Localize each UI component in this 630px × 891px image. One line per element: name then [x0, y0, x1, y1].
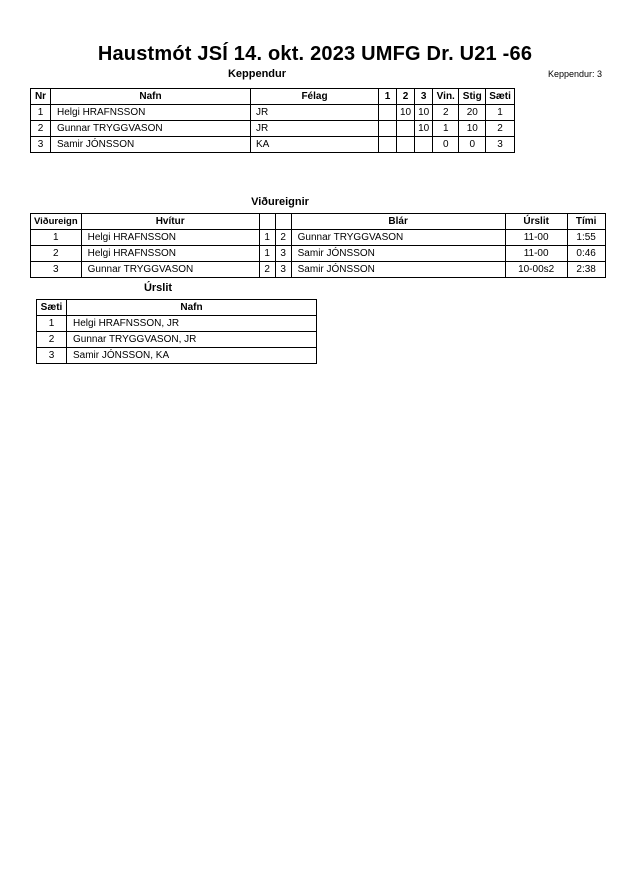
cell-white: Gunnar TRYGGVASON [81, 262, 259, 278]
cell-name: Samir JÓNSSON, KA [67, 348, 317, 364]
cell-place: 1 [486, 105, 515, 121]
col-header-points: Stig [459, 89, 486, 105]
col-header-nr: Nr [31, 89, 51, 105]
cell-round-2: 10 [397, 105, 415, 121]
cell-round-2 [397, 137, 415, 153]
cell-time: 2:38 [567, 262, 605, 278]
cell-place: 3 [486, 137, 515, 153]
cell-wins: 0 [433, 137, 459, 153]
cell-time: 0:46 [567, 246, 605, 262]
entrants-count: Keppendur: 3 [547, 69, 602, 79]
cell-place: 1 [37, 316, 67, 332]
col-header-result: Úrslit [505, 214, 567, 230]
cell-club: KA [251, 137, 379, 153]
col-header-blue-nr [275, 214, 291, 230]
col-header-match-nr: Viðureign [31, 214, 82, 230]
table-row [31, 137, 515, 153]
table-row [31, 230, 606, 246]
table-row [31, 121, 515, 137]
cell-points: 20 [459, 105, 486, 121]
cell-name: Helgi HRAFNSSON, JR [67, 316, 317, 332]
col-header-name: Nafn [51, 89, 251, 105]
col-header-white: Hvítur [81, 214, 259, 230]
cell-result: 11-00 [505, 230, 567, 246]
cell-result: 11-00 [505, 246, 567, 262]
cell-name: Helgi HRAFNSSON [51, 105, 251, 121]
cell-time: 1:55 [567, 230, 605, 246]
col-header-place: Sæti [37, 300, 67, 316]
cell-white: Helgi HRAFNSSON [81, 230, 259, 246]
cell-blue: Gunnar TRYGGVASON [291, 230, 505, 246]
final-results-table [36, 299, 317, 364]
cell-round-2 [397, 121, 415, 137]
cell-nr: 1 [31, 105, 51, 121]
cell-wins: 1 [433, 121, 459, 137]
table-row [37, 316, 317, 332]
cell-round-1 [379, 121, 397, 137]
cell-round-1 [379, 105, 397, 121]
cell-match-nr: 3 [31, 262, 82, 278]
cell-blue: Samir JÓNSSON [291, 246, 505, 262]
matches-table [30, 213, 606, 278]
cell-place: 2 [37, 332, 67, 348]
cell-name: Gunnar TRYGGVASON, JR [67, 332, 317, 348]
cell-club: JR [251, 105, 379, 121]
table-row [31, 105, 515, 121]
cell-white-nr: 1 [259, 246, 275, 262]
col-header-place: Sæti [486, 89, 515, 105]
cell-wins: 2 [433, 105, 459, 121]
cell-points: 0 [459, 137, 486, 153]
cell-place: 2 [486, 121, 515, 137]
results-section-label: Úrslit [143, 282, 173, 294]
col-header-name: Nafn [67, 300, 317, 316]
col-header-round-3: 3 [415, 89, 433, 105]
table-header-row [37, 300, 317, 316]
table-row [37, 348, 317, 364]
col-header-club: Félag [251, 89, 379, 105]
matches-section-label: Viðureignir [251, 196, 309, 208]
table-row [31, 246, 606, 262]
cell-white-nr: 2 [259, 262, 275, 278]
cell-nr: 2 [31, 121, 51, 137]
table-row [31, 262, 606, 278]
col-header-round-2: 2 [397, 89, 415, 105]
cell-blue-nr: 3 [275, 262, 291, 278]
cell-round-3 [415, 137, 433, 153]
competitors-section-label: Keppendur [227, 68, 287, 80]
cell-blue-nr: 2 [275, 230, 291, 246]
col-header-round-1: 1 [379, 89, 397, 105]
col-header-wins: Vin. [433, 89, 459, 105]
cell-round-1 [379, 137, 397, 153]
cell-club: JR [251, 121, 379, 137]
cell-name: Gunnar TRYGGVASON [51, 121, 251, 137]
cell-nr: 3 [31, 137, 51, 153]
cell-blue: Samir JÓNSSON [291, 262, 505, 278]
cell-points: 10 [459, 121, 486, 137]
cell-round-3: 10 [415, 105, 433, 121]
cell-name: Samir JÓNSSON [51, 137, 251, 153]
cell-white-nr: 1 [259, 230, 275, 246]
cell-round-3: 10 [415, 121, 433, 137]
cell-match-nr: 1 [31, 230, 82, 246]
cell-result: 10-00s2 [505, 262, 567, 278]
table-header-row [31, 214, 606, 230]
cell-blue-nr: 3 [275, 246, 291, 262]
page-title: Haustmót JSÍ 14. okt. 2023 UMFG Dr. U21 -66 [97, 43, 533, 65]
cell-match-nr: 2 [31, 246, 82, 262]
cell-place: 3 [37, 348, 67, 364]
cell-white: Helgi HRAFNSSON [81, 246, 259, 262]
col-header-blue: Blár [291, 214, 505, 230]
table-header-row [31, 89, 515, 105]
table-row [37, 332, 317, 348]
col-header-time: Tími [567, 214, 605, 230]
col-header-white-nr [259, 214, 275, 230]
competitors-table [30, 88, 515, 153]
